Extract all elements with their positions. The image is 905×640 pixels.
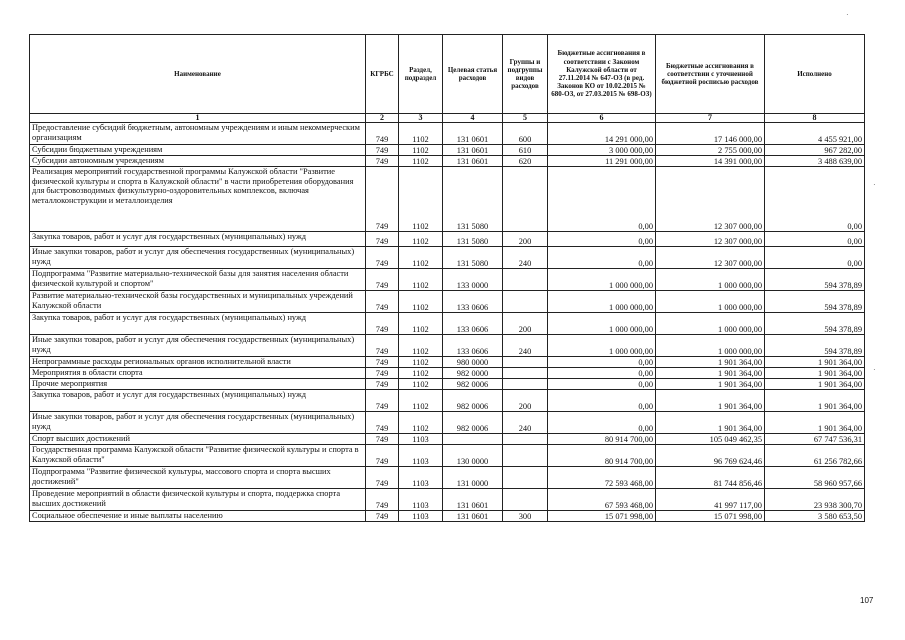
header-section: Раздел, подраздел: [399, 35, 443, 114]
row-group: [503, 489, 548, 511]
row-target: 131 0601: [443, 489, 503, 511]
table-row: [30, 232, 865, 247]
row-budget-refined: 2 755 000,00: [656, 145, 765, 156]
row-name: Субсидии бюджетным учреждениям: [30, 145, 366, 156]
table-row: [30, 379, 865, 390]
column-number: 2: [366, 114, 399, 123]
column-number: 1: [30, 114, 366, 123]
table-row: [30, 434, 865, 445]
row-kgrbs: 749: [366, 232, 399, 247]
column-numbers-row: [30, 114, 865, 123]
page-number: 107: [860, 596, 874, 605]
row-name: Спорт высших достижений: [30, 434, 366, 445]
row-target: 130 0000: [443, 445, 503, 467]
row-budget-law: 0,00: [548, 368, 656, 379]
row-group: 300: [503, 511, 548, 522]
row-kgrbs: 749: [366, 434, 399, 445]
row-budget-refined: 1 000 000,00: [656, 269, 765, 291]
row-budget-law: 0,00: [548, 247, 656, 269]
row-budget-law: 14 291 000,00: [548, 123, 656, 145]
row-kgrbs: 749: [366, 445, 399, 467]
row-target: 980 0000: [443, 357, 503, 368]
row-target: 982 0000: [443, 368, 503, 379]
row-name: Непрограммные расходы региональных органов исполнительной власти: [30, 357, 366, 368]
row-name: Закупка товаров, работ и услуг для государственных (муниципальных) нужд: [30, 232, 366, 247]
scan-speck: ·: [873, 365, 876, 374]
row-budget-law: 72 593 468,00: [548, 467, 656, 489]
row-section: 1102: [399, 145, 443, 156]
table-row: [30, 123, 865, 145]
row-executed: 0,00: [765, 232, 865, 247]
row-kgrbs: 749: [366, 379, 399, 390]
header-groups: Группы и подгруппы видов расходов: [503, 35, 548, 114]
row-kgrbs: 749: [366, 247, 399, 269]
column-number: 6: [548, 114, 656, 123]
row-budget-refined: 12 307 000,00: [656, 232, 765, 247]
row-group: [503, 291, 548, 313]
row-budget-refined: 105 049 462,35: [656, 434, 765, 445]
row-budget-refined: 1 901 364,00: [656, 357, 765, 368]
header-budget-refined: Бюджетные ассигнования в соответствии с уточненной бюджетной росписью расходов: [656, 35, 765, 114]
row-executed: 967 282,00: [765, 145, 865, 156]
row-budget-refined: 41 997 117,00: [656, 489, 765, 511]
row-executed: 23 938 300,70: [765, 489, 865, 511]
row-name: Предоставление субсидий бюджетным, автономным учреждениям и иным некоммерческим организациям: [30, 123, 366, 145]
table-row: [30, 489, 865, 511]
table-row: [30, 291, 865, 313]
row-budget-law: 0,00: [548, 357, 656, 368]
row-section: 1102: [399, 167, 443, 232]
row-kgrbs: 749: [366, 313, 399, 335]
row-section: 1103: [399, 489, 443, 511]
row-group: 620: [503, 156, 548, 167]
header-name: Наименование: [30, 35, 366, 114]
row-target: 131 0000: [443, 467, 503, 489]
row-target: 131 0601: [443, 145, 503, 156]
row-budget-law: 11 291 000,00: [548, 156, 656, 167]
row-budget-law: 1 000 000,00: [548, 335, 656, 357]
row-budget-refined: 12 307 000,00: [656, 247, 765, 269]
row-kgrbs: 749: [366, 390, 399, 412]
row-target: 982 0006: [443, 379, 503, 390]
row-name: Социальное обеспечение и иные выплаты населению: [30, 511, 366, 522]
row-group: [503, 357, 548, 368]
row-target: 131 0601: [443, 156, 503, 167]
row-section: 1102: [399, 412, 443, 434]
row-name: Реализация мероприятий государственной программы Калужской области "Развитие физической культуры и спорта в Калужской области" в части приобретения оборудования для быстровозводимых физкультурно-оздоровительных комплексов, включая металлоконструкции и металлоизделия: [30, 167, 366, 232]
row-executed: 1 901 364,00: [765, 357, 865, 368]
row-budget-refined: 96 769 624,46: [656, 445, 765, 467]
row-kgrbs: 749: [366, 467, 399, 489]
row-budget-refined: 1 000 000,00: [656, 291, 765, 313]
row-target: 131 5080: [443, 232, 503, 247]
table-row: [30, 445, 865, 467]
row-budget-refined: 1 901 364,00: [656, 390, 765, 412]
row-section: 1102: [399, 269, 443, 291]
row-name: Иные закупки товаров, работ и услуг для обеспечения государственных (муниципальных) нужд: [30, 247, 366, 269]
row-group: 240: [503, 247, 548, 269]
header-kgrbs: КГРБС: [366, 35, 399, 114]
row-budget-law: 80 914 700,00: [548, 434, 656, 445]
row-kgrbs: 749: [366, 335, 399, 357]
row-name: Закупка товаров, работ и услуг для государственных (муниципальных) нужд: [30, 313, 366, 335]
row-kgrbs: 749: [366, 368, 399, 379]
row-group: [503, 445, 548, 467]
row-budget-refined: 12 307 000,00: [656, 167, 765, 232]
row-executed: 1 901 364,00: [765, 412, 865, 434]
row-budget-law: 1 000 000,00: [548, 269, 656, 291]
row-target: 133 0606: [443, 335, 503, 357]
row-target: 131 0601: [443, 511, 503, 522]
table-row: [30, 412, 865, 434]
header-executed: Исполнено: [765, 35, 865, 114]
row-kgrbs: 749: [366, 357, 399, 368]
row-budget-refined: 1 000 000,00: [656, 335, 765, 357]
row-group: 240: [503, 335, 548, 357]
row-name: Иные закупки товаров, работ и услуг для обеспечения государственных (муниципальных) нужд: [30, 335, 366, 357]
column-number: 3: [399, 114, 443, 123]
scan-speck: ·: [846, 10, 849, 19]
row-executed: 1 901 364,00: [765, 390, 865, 412]
header-target: Целевая статья расходов: [443, 35, 503, 114]
row-executed: 3 580 653,50: [765, 511, 865, 522]
row-section: 1103: [399, 434, 443, 445]
row-kgrbs: 749: [366, 269, 399, 291]
row-section: 1103: [399, 511, 443, 522]
column-number: 5: [503, 114, 548, 123]
row-group: [503, 269, 548, 291]
row-target: 133 0606: [443, 291, 503, 313]
row-target: [443, 434, 503, 445]
row-name: Иные закупки товаров, работ и услуг для обеспечения государственных (муниципальных) нужд: [30, 412, 366, 434]
row-name: Проведение мероприятий в области физической культуры и спорта, поддержка спорта высших достижений: [30, 489, 366, 511]
column-number: 7: [656, 114, 765, 123]
row-group: [503, 467, 548, 489]
row-section: 1102: [399, 335, 443, 357]
row-executed: 594 378,89: [765, 291, 865, 313]
table-row: [30, 357, 865, 368]
row-kgrbs: 749: [366, 167, 399, 232]
row-budget-refined: 1 901 364,00: [656, 412, 765, 434]
row-target: 131 5080: [443, 167, 503, 232]
column-number: 4: [443, 114, 503, 123]
row-executed: 61 256 782,66: [765, 445, 865, 467]
row-section: 1102: [399, 379, 443, 390]
row-budget-refined: 81 744 856,46: [656, 467, 765, 489]
row-group: 200: [503, 313, 548, 335]
row-name: Подпрограмма "Развитие физической культуры, массового спорта и спорта высших достижений": [30, 467, 366, 489]
row-budget-law: 0,00: [548, 379, 656, 390]
row-kgrbs: 749: [366, 412, 399, 434]
row-budget-law: 80 914 700,00: [548, 445, 656, 467]
row-name: Субсидии автономным учреждениям: [30, 156, 366, 167]
row-section: 1102: [399, 357, 443, 368]
row-group: 200: [503, 232, 548, 247]
row-section: 1102: [399, 123, 443, 145]
row-executed: 3 488 639,00: [765, 156, 865, 167]
row-kgrbs: 749: [366, 156, 399, 167]
row-group: 200: [503, 390, 548, 412]
row-budget-law: 0,00: [548, 390, 656, 412]
row-kgrbs: 749: [366, 291, 399, 313]
header-budget-law: Бюджетные ассигнования в соответствии с Законом Калужской области от 27.11.2014 № 647-ОЗ (в ред. Законов КО от 10.02.2015 № 680-ОЗ, от 27.03.2015 № 698-ОЗ): [548, 35, 656, 114]
row-group: 600: [503, 123, 548, 145]
row-budget-law: 0,00: [548, 412, 656, 434]
row-budget-law: 1 000 000,00: [548, 291, 656, 313]
table-row: [30, 269, 865, 291]
row-budget-refined: 17 146 000,00: [656, 123, 765, 145]
row-executed: 1 901 364,00: [765, 379, 865, 390]
row-budget-refined: 15 071 998,00: [656, 511, 765, 522]
row-budget-refined: 1 000 000,00: [656, 313, 765, 335]
scan-speck: ·: [873, 180, 876, 189]
column-number: 8: [765, 114, 865, 123]
row-budget-law: 15 071 998,00: [548, 511, 656, 522]
row-budget-law: 0,00: [548, 167, 656, 232]
row-group: 240: [503, 412, 548, 434]
row-kgrbs: 749: [366, 489, 399, 511]
row-name: Мероприятия в области спорта: [30, 368, 366, 379]
row-target: 982 0006: [443, 390, 503, 412]
row-group: 610: [503, 145, 548, 156]
row-budget-refined: 14 391 000,00: [656, 156, 765, 167]
table-row: [30, 335, 865, 357]
row-budget-refined: 1 901 364,00: [656, 368, 765, 379]
row-name: Прочие мероприятия: [30, 379, 366, 390]
row-executed: 58 960 957,66: [765, 467, 865, 489]
row-budget-law: 67 593 468,00: [548, 489, 656, 511]
row-target: 133 0606: [443, 313, 503, 335]
row-executed: 594 378,89: [765, 335, 865, 357]
row-section: 1102: [399, 156, 443, 167]
row-kgrbs: 749: [366, 511, 399, 522]
row-target: 133 0000: [443, 269, 503, 291]
row-budget-law: 1 000 000,00: [548, 313, 656, 335]
row-target: 982 0006: [443, 412, 503, 434]
row-name: Подпрограмма "Развитие материально-технической базы для занятия населения области физической культурой и спортом": [30, 269, 366, 291]
row-section: 1102: [399, 232, 443, 247]
row-name: Развитие материально-технической базы государственных и муниципальных учреждений Калужской области: [30, 291, 366, 313]
table-row: [30, 368, 865, 379]
row-budget-law: 3 000 000,00: [548, 145, 656, 156]
row-section: 1102: [399, 313, 443, 335]
row-executed: 4 455 921,00: [765, 123, 865, 145]
table-row: [30, 145, 865, 156]
table-row: [30, 156, 865, 167]
row-executed: 0,00: [765, 247, 865, 269]
row-executed: 67 747 536,31: [765, 434, 865, 445]
table-row: [30, 313, 865, 335]
row-section: 1102: [399, 291, 443, 313]
row-executed: 594 378,89: [765, 313, 865, 335]
table-row: [30, 467, 865, 489]
table-row: [30, 247, 865, 269]
row-kgrbs: 749: [366, 145, 399, 156]
table-row: [30, 167, 865, 232]
row-section: 1103: [399, 467, 443, 489]
row-section: 1102: [399, 247, 443, 269]
row-budget-refined: 1 901 364,00: [656, 379, 765, 390]
row-target: 131 5080: [443, 247, 503, 269]
row-executed: 1 901 364,00: [765, 368, 865, 379]
row-group: [503, 167, 548, 232]
row-name: Государственная программа Калужской области "Развитие физической культуры и спорта в Калужской области": [30, 445, 366, 467]
row-group: [503, 379, 548, 390]
row-group: [503, 434, 548, 445]
budget-table: [29, 34, 865, 522]
row-section: 1102: [399, 368, 443, 379]
row-name: Закупка товаров, работ и услуг для государственных (муниципальных) нужд: [30, 390, 366, 412]
row-kgrbs: 749: [366, 123, 399, 145]
row-group: [503, 368, 548, 379]
row-budget-law: 0,00: [548, 232, 656, 247]
table-row: [30, 511, 865, 522]
row-section: 1102: [399, 390, 443, 412]
row-executed: 0,00: [765, 167, 865, 232]
row-executed: 594 378,89: [765, 269, 865, 291]
row-target: 131 0601: [443, 123, 503, 145]
row-section: 1103: [399, 445, 443, 467]
table-row: [30, 390, 865, 412]
header-row: [30, 35, 865, 114]
